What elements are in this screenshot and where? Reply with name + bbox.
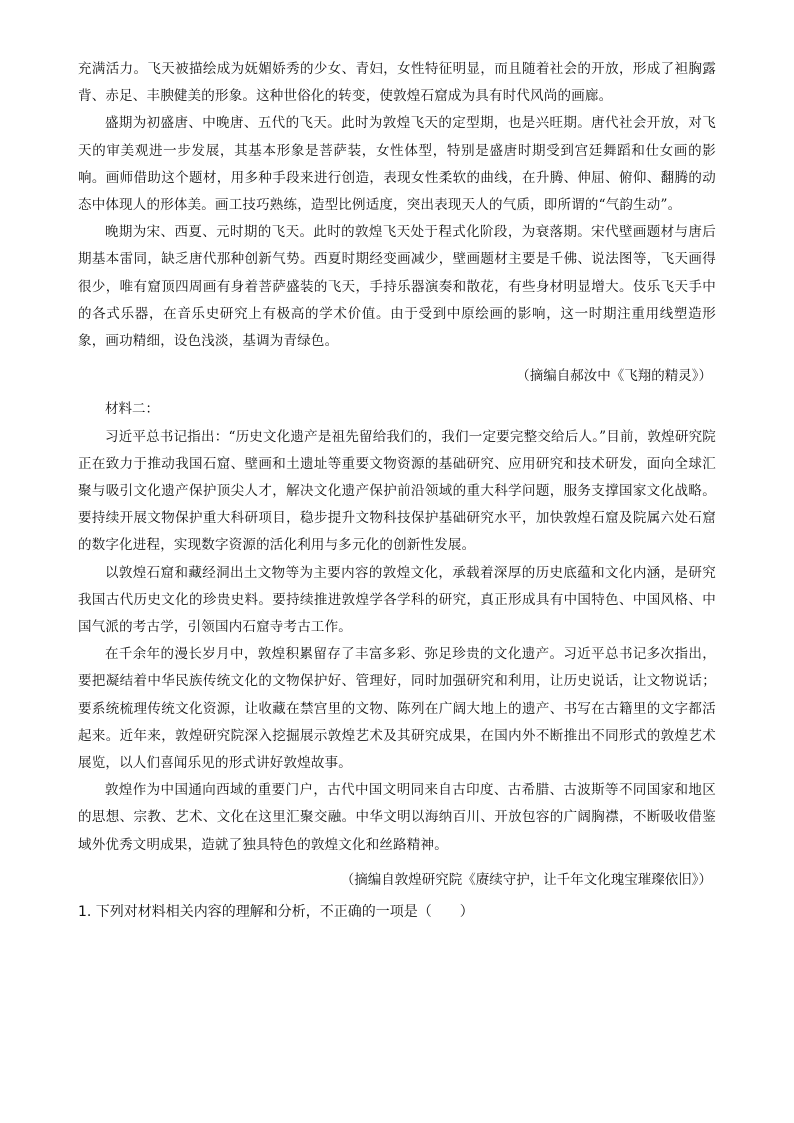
paragraph: 盛期为初盛唐、中晚唐、五代的飞天。此时为敦煌飞天的定型期，也是兴旺期。唐代社会开放，对飞天的审美观进一步发展，其基本形象是菩萨装，女性体型，特别是盛唐时期受到宫廷舞蹈和仕女画的影响。画师借助这个题材，用多种手段来进行创造，表现女性柔软的曲线，在升腾、伸屈、俯仰、翻腾的动态中体现人的形体美。画工技巧熟练，造型比例适度，突出表现天人的气质，即所谓的“气韵生动”。 (78, 115, 716, 214)
paragraph: 以敦煌石窟和藏经洞出土文物等为主要内容的敦煌文化，承载着深厚的历史底蕴和文化内涵，是研究我国古代历史文化的珍贵史料。要持续推进敦煌学各学科的研究，真正形成具有中国特色、中国风格、中国气派的考古学，引领国内石窟寺考古工作。 (78, 564, 716, 636)
paragraph: 晚期为宋、西夏、元时期的飞天。此时的敦煌飞天处于程式化阶段，为衰落期。宋代壁画题材与唐后期基本雷同，缺乏唐代那种创新气势。西夏时期经变画减少，壁画题材主要是千佛、说法图等，飞天画得很少，唯有窟顶四周画有身着菩萨盛装的飞天，手持乐器演奏和散花，有些身材明显增大。伎乐飞天手中的各式乐器，在音乐史研究上有极高的学术价值。由于受到中原绘画的影响，这一时期注重用线塑造形象，画功精细，设色浅淡，基调为青绿色。 (78, 224, 716, 350)
material-one (78, 56, 716, 390)
paragraph: 习近平总书记指出：“历史文化遗产是祖先留给我们的，我们一定要完整交给后人。”目前，敦煌研究院正在致力于推动我国石窟、壁画和土遗址等重要文物资源的基础研究、应用研究和技术研发，面向全球汇聚与吸引文化遗产保护顶尖人才，解决文化遗产保护前沿领域的重大科学问题，服务支撑国家文化战略。要持续开展文物保护重大科研项目，稳步提升文物科技保护基础研究水平，加快敦煌石窟及院属六处石窟的数字化进程，实现数字资源的活化利用与多元化的创新性发展。 (78, 428, 716, 554)
material-label: 材料二： (105, 401, 159, 418)
material-two (78, 396, 716, 894)
source-citation: （摘编自敦煌研究院《赓续守护，让千年文化瑰宝璀璨依旧》） (340, 871, 712, 888)
paragraph: 在千余年的漫长岁月中，敦煌积累留存了丰富多彩、弥足珍贵的文化遗产。习近平总书记多次指出，要把凝结着中华民族传统文化的文物保护好、管理好，同时加强研究和利用，让历史说话，让文物说话；要系统梳理传统文化资源，让收藏在禁宫里的文物、陈列在广阔大地上的遗产、书写在古籍里的文字都活起来。近年来，敦煌研究院深入挖掘展示敦煌艺术及其研究成果，在国内外不断推出不同形式的敦煌艺术展览，以人们喜闻乐见的形式讲好敦煌故事。 (78, 646, 716, 772)
source-citation: （摘编自郝汝中《飞翔的精灵》） (516, 368, 712, 385)
paragraph: 敦煌作为中国通向西域的重要门户，古代中国文明同来自古印度、古希腊、古波斯等不同国家和地区的思想、宗教、艺术、文化在这里汇聚交融。中华文明以海纳百川、开放包容的广阔胸襟，不断吸收借鉴域外优秀文明成果，造就了独具特色的敦煌文化和丝路精神。 (78, 782, 716, 853)
paragraph: 充满活力。飞天被描绘成为妩媚娇秀的少女、青妇，女性特征明显，而且随着社会的开放，形成了袒胸露背、赤足、丰腴健美的形象。这种世俗化的转变，使敦煌石窟成为具有时代风尚的画廊。 (78, 61, 716, 105)
question-stem: 1. 下列对材料相关内容的理解和分析，不正确的一项是（ ） (78, 904, 474, 921)
